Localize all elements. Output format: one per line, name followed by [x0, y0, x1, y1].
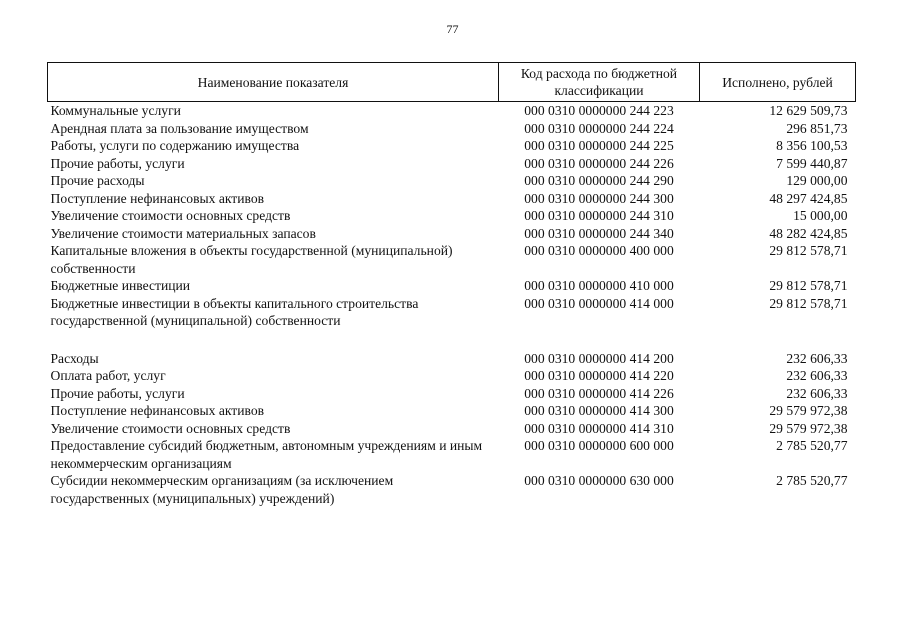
row-code: 000 0310 0000000 600 000: [524, 438, 674, 453]
page-number: 77: [446, 22, 459, 36]
row-name: Арендная плата за пользование имуществом: [50, 120, 309, 136]
row-amount: 232 606,33: [786, 385, 848, 401]
row-amount: 29 812 578,71: [769, 295, 848, 311]
row-code: 000 0310 0000000 414 226: [524, 385, 674, 401]
table-row: [48, 102, 856, 120]
table-row: [48, 137, 856, 155]
table-row: [48, 437, 856, 472]
table-row: [48, 402, 856, 420]
row-name: Коммунальные услуги: [50, 103, 181, 118]
row-code: 000 0310 0000000 414 310: [524, 420, 674, 436]
budget-table: [47, 62, 856, 507]
row-code: 000 0310 0000000 400 000: [524, 243, 674, 258]
row-code: 000 0310 0000000 630 000: [524, 473, 674, 488]
row-amount: 48 297 424,85: [769, 190, 848, 206]
table-body: [48, 102, 856, 508]
table-row: [48, 295, 856, 330]
row-code: 000 0310 0000000 414 200: [524, 350, 674, 366]
table-row: [48, 385, 856, 403]
table-row: [48, 277, 856, 295]
row-amount: 232 606,33: [786, 368, 848, 383]
row-amount: 296 851,73: [786, 120, 848, 136]
table-row: [48, 225, 856, 243]
table-row: [48, 367, 856, 385]
row-name: Увеличение стоимости основных средств: [50, 208, 291, 223]
row-code: 000 0310 0000000 244 224: [524, 120, 674, 136]
table-row: [48, 420, 856, 438]
row-code: 000 0310 0000000 244 340: [524, 225, 674, 241]
row-amount: 15 000,00: [793, 208, 848, 223]
row-amount: 7 599 440,87: [776, 155, 848, 171]
row-amount: 29 579 972,38: [769, 403, 848, 418]
row-name: Увеличение стоимости основных средств: [50, 420, 291, 436]
row-amount: 2 785 520,77: [776, 473, 848, 488]
table-row: [48, 207, 856, 225]
table-row: [48, 190, 856, 208]
row-name: Оплата работ, услуг: [50, 368, 166, 383]
row-name: Прочие расходы: [50, 173, 145, 188]
row-amount: 129 000,00: [786, 173, 848, 188]
row-name: Бюджетные инвестиции: [50, 278, 191, 293]
row-code: 000 0310 0000000 244 225: [524, 138, 674, 153]
row-amount: 12 629 509,73: [769, 103, 848, 118]
row-amount: 8 356 100,53: [776, 138, 848, 153]
row-name: Бюджетные инвестиции в объекты капитального строительства государственной (муниципальной) собственности: [50, 295, 419, 328]
row-name: Поступление нефинансовых активов: [50, 403, 265, 418]
table-row: [48, 472, 856, 507]
table-header: [48, 63, 856, 102]
row-amount: 29 812 578,71: [769, 278, 848, 293]
row-name: Предоставление субсидий бюджетным, автономным учреждениям и иным некоммерческим организациям: [50, 438, 483, 471]
row-amount: 232 606,33: [786, 350, 848, 366]
row-code: 000 0310 0000000 244 290: [524, 173, 674, 188]
row-amount: 2 785 520,77: [776, 438, 848, 453]
row-amount: 29 812 578,71: [769, 243, 848, 258]
row-code: 000 0310 0000000 244 310: [524, 208, 674, 223]
row-name: Капитальные вложения в объекты государственной (муниципальной) собственности: [50, 243, 453, 276]
row-code: 000 0310 0000000 244 223: [524, 103, 674, 118]
row-code: 000 0310 0000000 244 300: [524, 190, 674, 206]
header-name: Наименование показателя: [48, 63, 499, 102]
row-name: Работы, услуги по содержанию имущества: [50, 138, 300, 153]
row-amount: 29 579 972,38: [769, 420, 848, 436]
table-row: [48, 120, 856, 138]
row-code: 000 0310 0000000 410 000: [524, 278, 674, 293]
table-row: [48, 172, 856, 190]
row-code: 000 0310 0000000 414 000: [524, 295, 674, 311]
header-code: Код расхода по бюджетной классификации: [499, 63, 700, 102]
row-name: Расходы: [50, 350, 99, 366]
row-name: Поступление нефинансовых активов: [50, 190, 265, 206]
header-row: [48, 63, 856, 102]
table-row: [48, 350, 856, 368]
table-row: [48, 155, 856, 173]
row-name: Субсидии некоммерческим организациям (за исключением государственных (муниципальных) учреждений): [50, 473, 394, 506]
row-name: Прочие работы, услуги: [50, 385, 185, 401]
row-name: Прочие работы, услуги: [50, 155, 185, 171]
table-row: [48, 242, 856, 277]
spacer-row: [48, 330, 856, 350]
header-amount: Исполнено, рублей: [700, 63, 856, 102]
row-code: 000 0310 0000000 414 300: [524, 403, 674, 418]
row-code: 000 0310 0000000 244 226: [524, 155, 674, 171]
row-name: Увеличение стоимости материальных запасов: [50, 225, 316, 241]
row-code: 000 0310 0000000 414 220: [524, 368, 674, 383]
row-amount: 48 282 424,85: [769, 225, 848, 241]
